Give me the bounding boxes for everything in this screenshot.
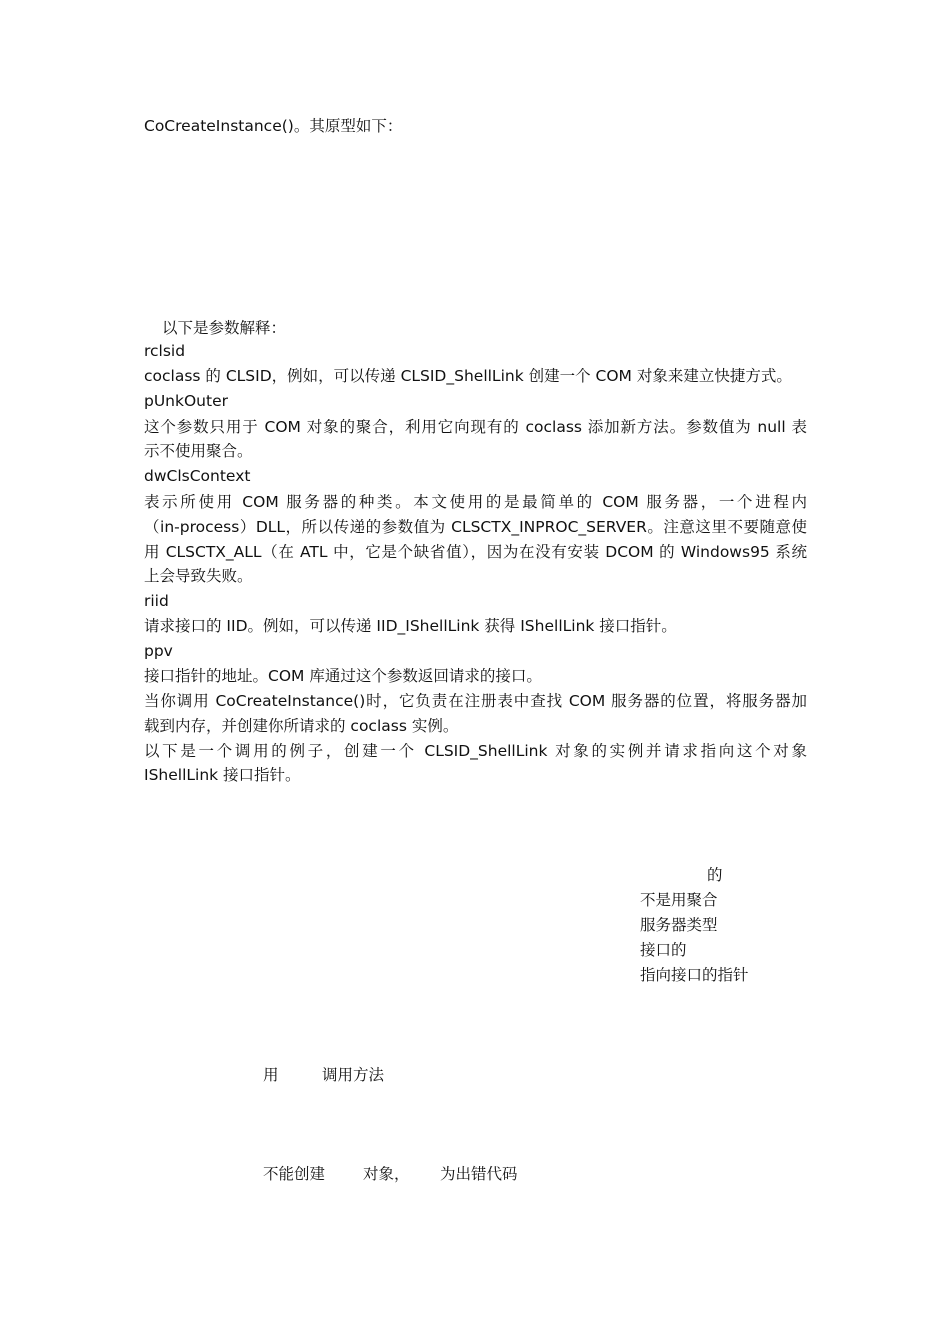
paragraph-call-line1: 当你调用 CoCreateInstance()时，它负责在注册表中查找 COM 服务器的位置，将服务器加: [144, 692, 807, 710]
error-fragment: 不能创建: [263, 1165, 326, 1183]
param-desc-dwclscontext-line1: 表示所使用 COM 服务器的种类。本文使用的是最简单的 COM 服务器，一个进程内: [144, 493, 807, 511]
param-desc-dwclscontext-line3: 用 CLSCTX_ALL（在 ATL 中，它是个缺省值），因为在没有安装 DCOM 的 Windows95 系统: [144, 543, 807, 561]
param-name-riid: riid: [144, 592, 169, 610]
call-fragment: 用: [263, 1066, 279, 1084]
params-heading: 以下是参数解释：: [162, 319, 287, 337]
param-name-punkouter: pUnkOuter: [144, 392, 228, 410]
param-desc-rclsid: coclass 的 CLSID，例如，可以传递 CLSID_ShellLink 创建一个 COM 对象来建立快捷方式。: [144, 367, 792, 385]
param-desc-dwclscontext-line2: （in-process）DLL，所以传递的参数值为 CLSCTX_INPROC_SERVER。注意这里不要随意使: [144, 518, 807, 536]
code-comment: 指向接口的指针: [640, 966, 749, 984]
error-fragment: 对象，: [363, 1165, 410, 1183]
code-comment: 服务器类型: [640, 916, 718, 934]
param-desc-punkouter-line1: 这个参数只用于 COM 对象的聚合，利用它向现有的 coclass 添加新方法。参数值为 null 表: [144, 418, 807, 436]
param-desc-punkouter-line2: 示不使用聚合。: [144, 442, 253, 460]
paragraph-example-line1: 以下是一个调用的例子，创建一个 CLSID_ShellLink 对象的实例并请求指向这个对象: [144, 742, 807, 760]
param-name-rclsid: rclsid: [144, 342, 186, 360]
param-name-ppv: ppv: [144, 642, 173, 660]
error-fragment: 为出错代码: [440, 1165, 518, 1183]
code-comment: 不是用聚合: [640, 891, 718, 909]
param-desc-dwclscontext-line4: 上会导致失败。: [144, 567, 253, 585]
paragraph-call-line2: 载到内存，并创建你所请求的 coclass 实例。: [144, 717, 459, 735]
param-desc-riid: 请求接口的 IID。例如，可以传递 IID_IShellLink 获得 IShellLink 接口指针。: [144, 617, 677, 635]
code-comment: 接口的: [640, 941, 687, 959]
paragraph-example-line2: IShellLink 接口指针。: [144, 766, 301, 784]
param-name-dwclscontext: dwClsContext: [144, 467, 251, 485]
param-desc-ppv: 接口指针的地址。COM 库通过这个参数返回请求的接口。: [144, 667, 542, 685]
call-fragment: 调用方法: [322, 1066, 385, 1084]
code-comment: 的: [707, 866, 723, 884]
intro-line: CoCreateInstance()。其原型如下：: [144, 117, 403, 135]
